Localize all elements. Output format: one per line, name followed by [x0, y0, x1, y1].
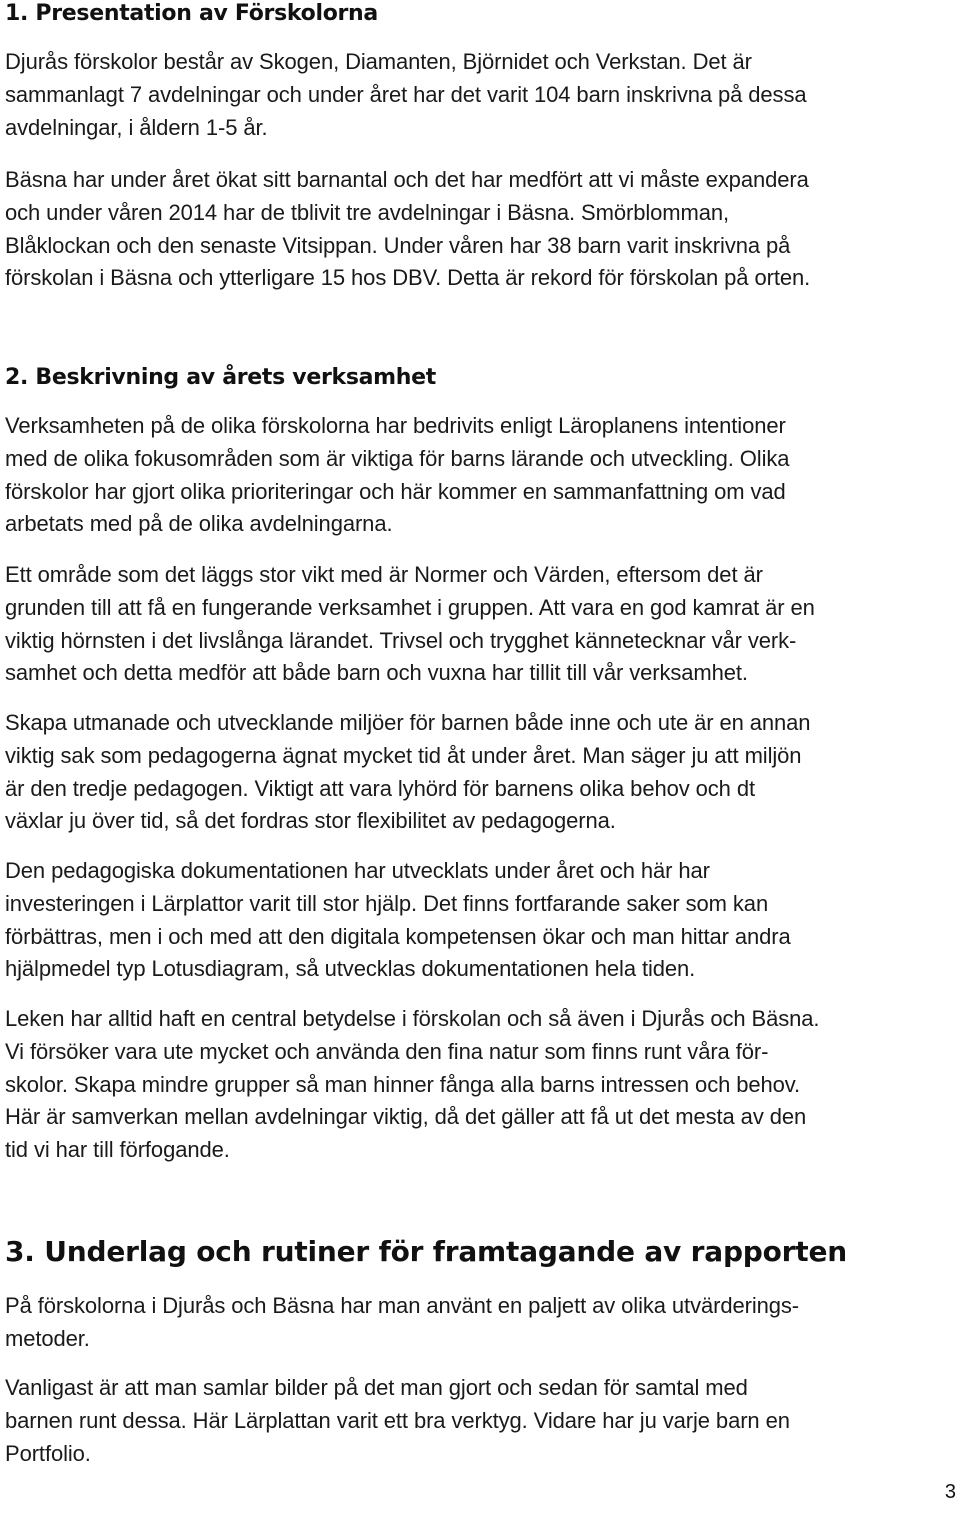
- text-line: avdelningar, i åldern 1-5 år.: [5, 114, 268, 140]
- text-line: viktig hörnsten i det livslånga lärandet. Trivsel och trygghet kännetecknar vår verk-: [5, 627, 797, 653]
- text-line: Ett område som det läggs stor vikt med är Normer och Värden, eftersom det är: [5, 562, 763, 587]
- text-line: Vi försöker vara ute mycket och använda den fina natur som finns runt våra för-: [5, 1038, 769, 1064]
- text-line: På förskolorna i Djurås och Bäsna har man använt en paljett av olika utvärderings-: [5, 1293, 800, 1318]
- section-1-paragraph-2: [5, 164, 810, 295]
- text-line: arbetats med på de olika avdelningarna.: [5, 511, 393, 537]
- text-line: barnen runt dessa. Här Lärplattan varit ett bra verktyg. Vidare har ju varje barn en: [5, 1407, 790, 1433]
- text-line: skolor. Skapa mindre grupper så man hinner fånga alla barns intressen och behov.: [5, 1071, 801, 1097]
- section-2-paragraph-1: [5, 410, 789, 541]
- section-1-heading: 1. Presentation av Förskolorna: [5, 1, 378, 26]
- section-2-heading: 2. Beskrivning av årets verksamhet: [5, 365, 436, 390]
- text-line: viktig sak som pedagogerna ägnat mycket tid åt under året. Man säger ju att miljön: [5, 742, 802, 768]
- text-line: metoder.: [5, 1325, 90, 1351]
- section-2-paragraph-5: [5, 1003, 819, 1167]
- text-line: hjälpmedel typ Lotusdiagram, så utvecklas dokumentationen hela tiden.: [5, 956, 696, 982]
- text-line: Verksamheten på de olika förskolorna har bedrivits enligt Läroplanens intentioner: [5, 413, 786, 438]
- text-line: med de olika fokusområden som är viktiga för barns lärande och utveckling. Olika: [5, 445, 790, 471]
- text-line: samhet och detta medför att både barn och vuxna har tillit till vår verksamhet.: [5, 660, 748, 686]
- section-2-paragraph-2: [5, 559, 815, 690]
- section-3-paragraph-2: [5, 1372, 790, 1470]
- section-2-paragraph-3: [5, 707, 810, 838]
- text-line: Vanligast är att man samlar bilder på det man gjort och sedan för samtal med: [5, 1375, 748, 1400]
- section-1-paragraph-1: [5, 46, 807, 144]
- page-number: 3: [944, 1481, 956, 1503]
- text-line: förskolan i Bäsna och ytterligare 15 hos DBV. Detta är rekord för förskolan på orten.: [5, 265, 811, 291]
- text-line: och under våren 2014 har de tblivit tre avdelningar i Bäsna. Smörblomman,: [5, 199, 729, 225]
- section-3-paragraph-1: [5, 1290, 799, 1356]
- text-line: växlar ju över tid, så det fordras stor flexibilitet av pedagogerna.: [5, 808, 616, 834]
- text-line: Skapa utmanade och utvecklande miljöer för barnen både inne och ute är en annan: [5, 710, 811, 735]
- text-line: Blåklockan och den senaste Vitsippan. Under våren har 38 barn varit inskrivna på: [5, 232, 791, 258]
- text-line: investeringen i Lärplattor varit till stor hjälp. Det finns fortfarande saker som kan: [5, 890, 769, 916]
- text-line: tid vi har till förfogande.: [5, 1137, 230, 1163]
- section-3-heading: 3. Underlag och rutiner för framtagande av rapporten: [5, 1235, 847, 1268]
- text-line: grunden till att få en fungerande verksamhet i gruppen. Att vara en god kamrat är en: [5, 594, 815, 620]
- section-2-paragraph-4: [5, 855, 791, 986]
- text-line: Portfolio.: [5, 1440, 91, 1466]
- text-line: Bäsna har under året ökat sitt barnantal och det har medfört att vi måste expandera: [5, 167, 809, 192]
- text-line: är den tredje pedagogen. Viktigt att vara lyhörd för barnens olika behov och dt: [5, 775, 755, 801]
- text-line: Den pedagogiska dokumentationen har utvecklats under året och här har: [5, 858, 710, 883]
- text-line: sammanlagt 7 avdelningar och under året har det varit 104 barn inskrivna på dessa: [5, 81, 807, 107]
- text-line: Här är samverkan mellan avdelningar viktig, då det gäller att få ut det mesta av den: [5, 1104, 807, 1130]
- text-line: Djurås förskolor består av Skogen, Diamanten, Björnidet och Verkstan. Det är: [5, 49, 752, 74]
- text-line: förskolor har gjort olika prioriteringar och här kommer en sammanfattning om vad: [5, 478, 786, 504]
- text-line: Leken har alltid haft en central betydelse i förskolan och så även i Djurås och Bäsna.: [5, 1006, 820, 1031]
- text-line: förbättras, men i och med att den digitala kompetensen ökar och man hittar andra: [5, 923, 791, 949]
